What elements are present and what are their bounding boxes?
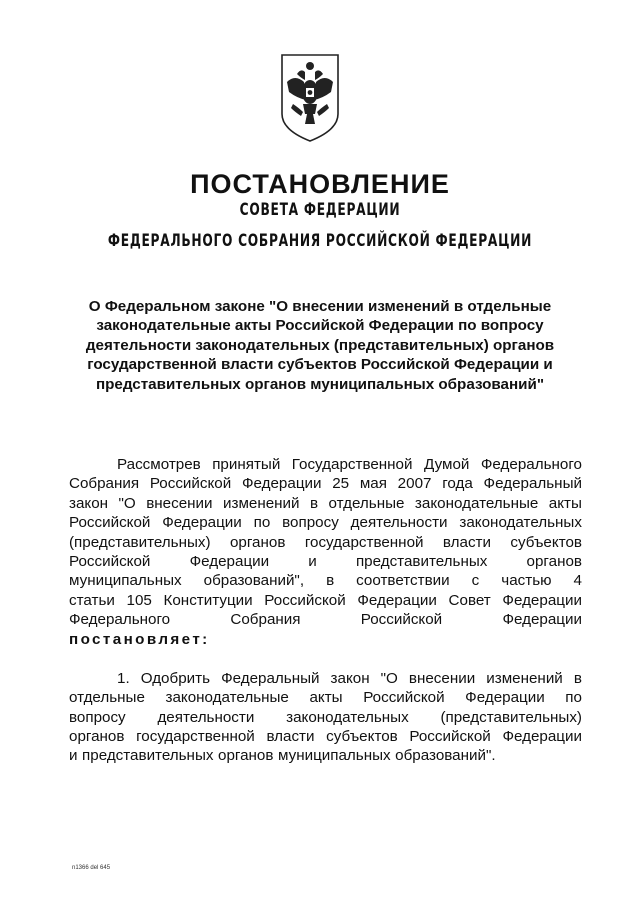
word: и [69, 747, 78, 765]
word: органов [218, 747, 274, 765]
subject-line: представительных органов муниципальных образований" [95, 375, 545, 393]
word: Федерального [69, 611, 171, 629]
text-line [69, 591, 582, 610]
word: муниципальных [278, 747, 391, 765]
word: Российской [409, 728, 491, 746]
word: органов [526, 552, 582, 570]
word: (представительных) [69, 533, 211, 551]
word: Федерации [162, 514, 242, 532]
word: Российской [149, 475, 232, 493]
word: внесении [146, 494, 213, 512]
text-line [69, 513, 582, 532]
word: Российской [363, 689, 445, 707]
word: Конституции [163, 591, 253, 609]
word: Федерации [502, 591, 582, 609]
resolves-word: постановляет: [69, 630, 210, 648]
word: образований". [395, 747, 496, 765]
word: внесении [408, 669, 476, 687]
word: 2007 [397, 475, 432, 493]
word: органов [229, 533, 286, 551]
text-line [69, 610, 582, 629]
word: и [308, 552, 317, 570]
word: отдельные [328, 494, 405, 512]
word: Федерации [502, 728, 582, 746]
word: вопросу [282, 514, 339, 532]
text-line [69, 669, 582, 688]
word: статьи [69, 591, 115, 609]
word: Одобрить [140, 669, 211, 687]
subject-line: деятельности законодательных (представительных) органов [85, 336, 555, 354]
word: в [326, 572, 335, 590]
word: отдельные [69, 689, 145, 707]
word: деятельности [157, 708, 255, 726]
subject-line: законодательные акты Российской Федерации по вопросу [96, 317, 544, 335]
word: Думой [423, 456, 470, 473]
word: Российской [69, 514, 151, 532]
word: Российской [264, 591, 346, 609]
word: Федерации [465, 689, 545, 707]
document-body [69, 455, 582, 766]
subject-line: О Федеральном законе "О внесении изменений в отдельные [88, 298, 552, 315]
word: Федерации [241, 475, 322, 493]
word: органов [69, 728, 125, 746]
word: представительных [355, 552, 488, 570]
word: деятельности [350, 514, 448, 532]
word: изменений [486, 669, 563, 687]
word: закон [330, 669, 370, 687]
word: изменений [223, 494, 300, 512]
word: закон [69, 494, 109, 512]
text-line [69, 688, 582, 707]
text-line [69, 571, 582, 590]
text-line [69, 552, 582, 571]
word: Федерации [357, 591, 437, 609]
word: законодательные [165, 689, 289, 707]
word: Государственной [291, 456, 413, 473]
word: Совет [448, 591, 491, 609]
word: года [442, 475, 473, 493]
text-line [69, 533, 582, 552]
text-line [69, 455, 582, 474]
word: 4 [573, 572, 582, 590]
word: субъектов [326, 728, 398, 746]
footer-code: n1366 del 645 [72, 865, 111, 871]
word: "О [118, 494, 136, 512]
coat-of-arms-icon [279, 52, 341, 144]
word: Федерации [502, 611, 582, 629]
word: субъектов [510, 533, 582, 551]
word: соответствии [356, 572, 450, 590]
word: образований", [203, 572, 305, 590]
text-line [69, 708, 582, 727]
resolves-line [69, 630, 582, 649]
word: Федерального [480, 456, 582, 473]
issuer-line-2: ФЕДЕРАЛЬНОГО СОБРАНИЯ РОССИЙСКОЙ ФЕДЕРАЦИИ [107, 231, 533, 251]
word: власти [266, 728, 315, 746]
text-line [69, 746, 582, 765]
word: законодательных [286, 708, 409, 726]
text-line [69, 494, 582, 513]
word: 25 [332, 475, 350, 493]
word: акты [548, 494, 582, 512]
paragraph-preamble [69, 455, 582, 630]
word: Российской [360, 611, 443, 629]
word: Федеральный [221, 669, 320, 687]
document-title: ПОСТАНОВЛЕНИЕ [190, 169, 450, 199]
word: мая [359, 475, 387, 493]
document-subject [60, 297, 580, 394]
paragraph-resolution-1 [69, 669, 582, 766]
word: в [310, 494, 319, 512]
word: государственной [136, 728, 255, 746]
word: по [253, 514, 271, 532]
word: (представительных) [440, 708, 582, 726]
word: государственной [304, 533, 424, 551]
word: муниципальных [69, 572, 182, 590]
word: законодательных [459, 514, 582, 532]
subject-line: государственной власти субъектов Российской Федерации и [87, 356, 553, 374]
word: 1. [117, 669, 130, 687]
word: с [471, 572, 480, 590]
word: Федеральный [483, 475, 582, 493]
word: вопросу [69, 708, 126, 726]
text-line [69, 474, 582, 493]
word: принятый [212, 456, 281, 473]
word: частью [501, 572, 552, 590]
word: 105 [126, 591, 152, 609]
word: в [573, 669, 582, 687]
word: Собрания [69, 475, 140, 493]
word: Федерации [189, 552, 270, 570]
word: акты [309, 689, 343, 707]
text-line [69, 727, 582, 746]
word: "О [380, 669, 398, 687]
word: власти [442, 533, 491, 551]
word: Российской [69, 552, 151, 570]
word: законодательные [414, 494, 539, 512]
word: Рассмотрев [117, 456, 201, 473]
word: по [565, 689, 582, 707]
issuer-line-1: СОВЕТА ФЕДЕРАЦИИ [239, 200, 401, 220]
word: Собрания [230, 611, 301, 629]
word: представительных [82, 747, 214, 765]
